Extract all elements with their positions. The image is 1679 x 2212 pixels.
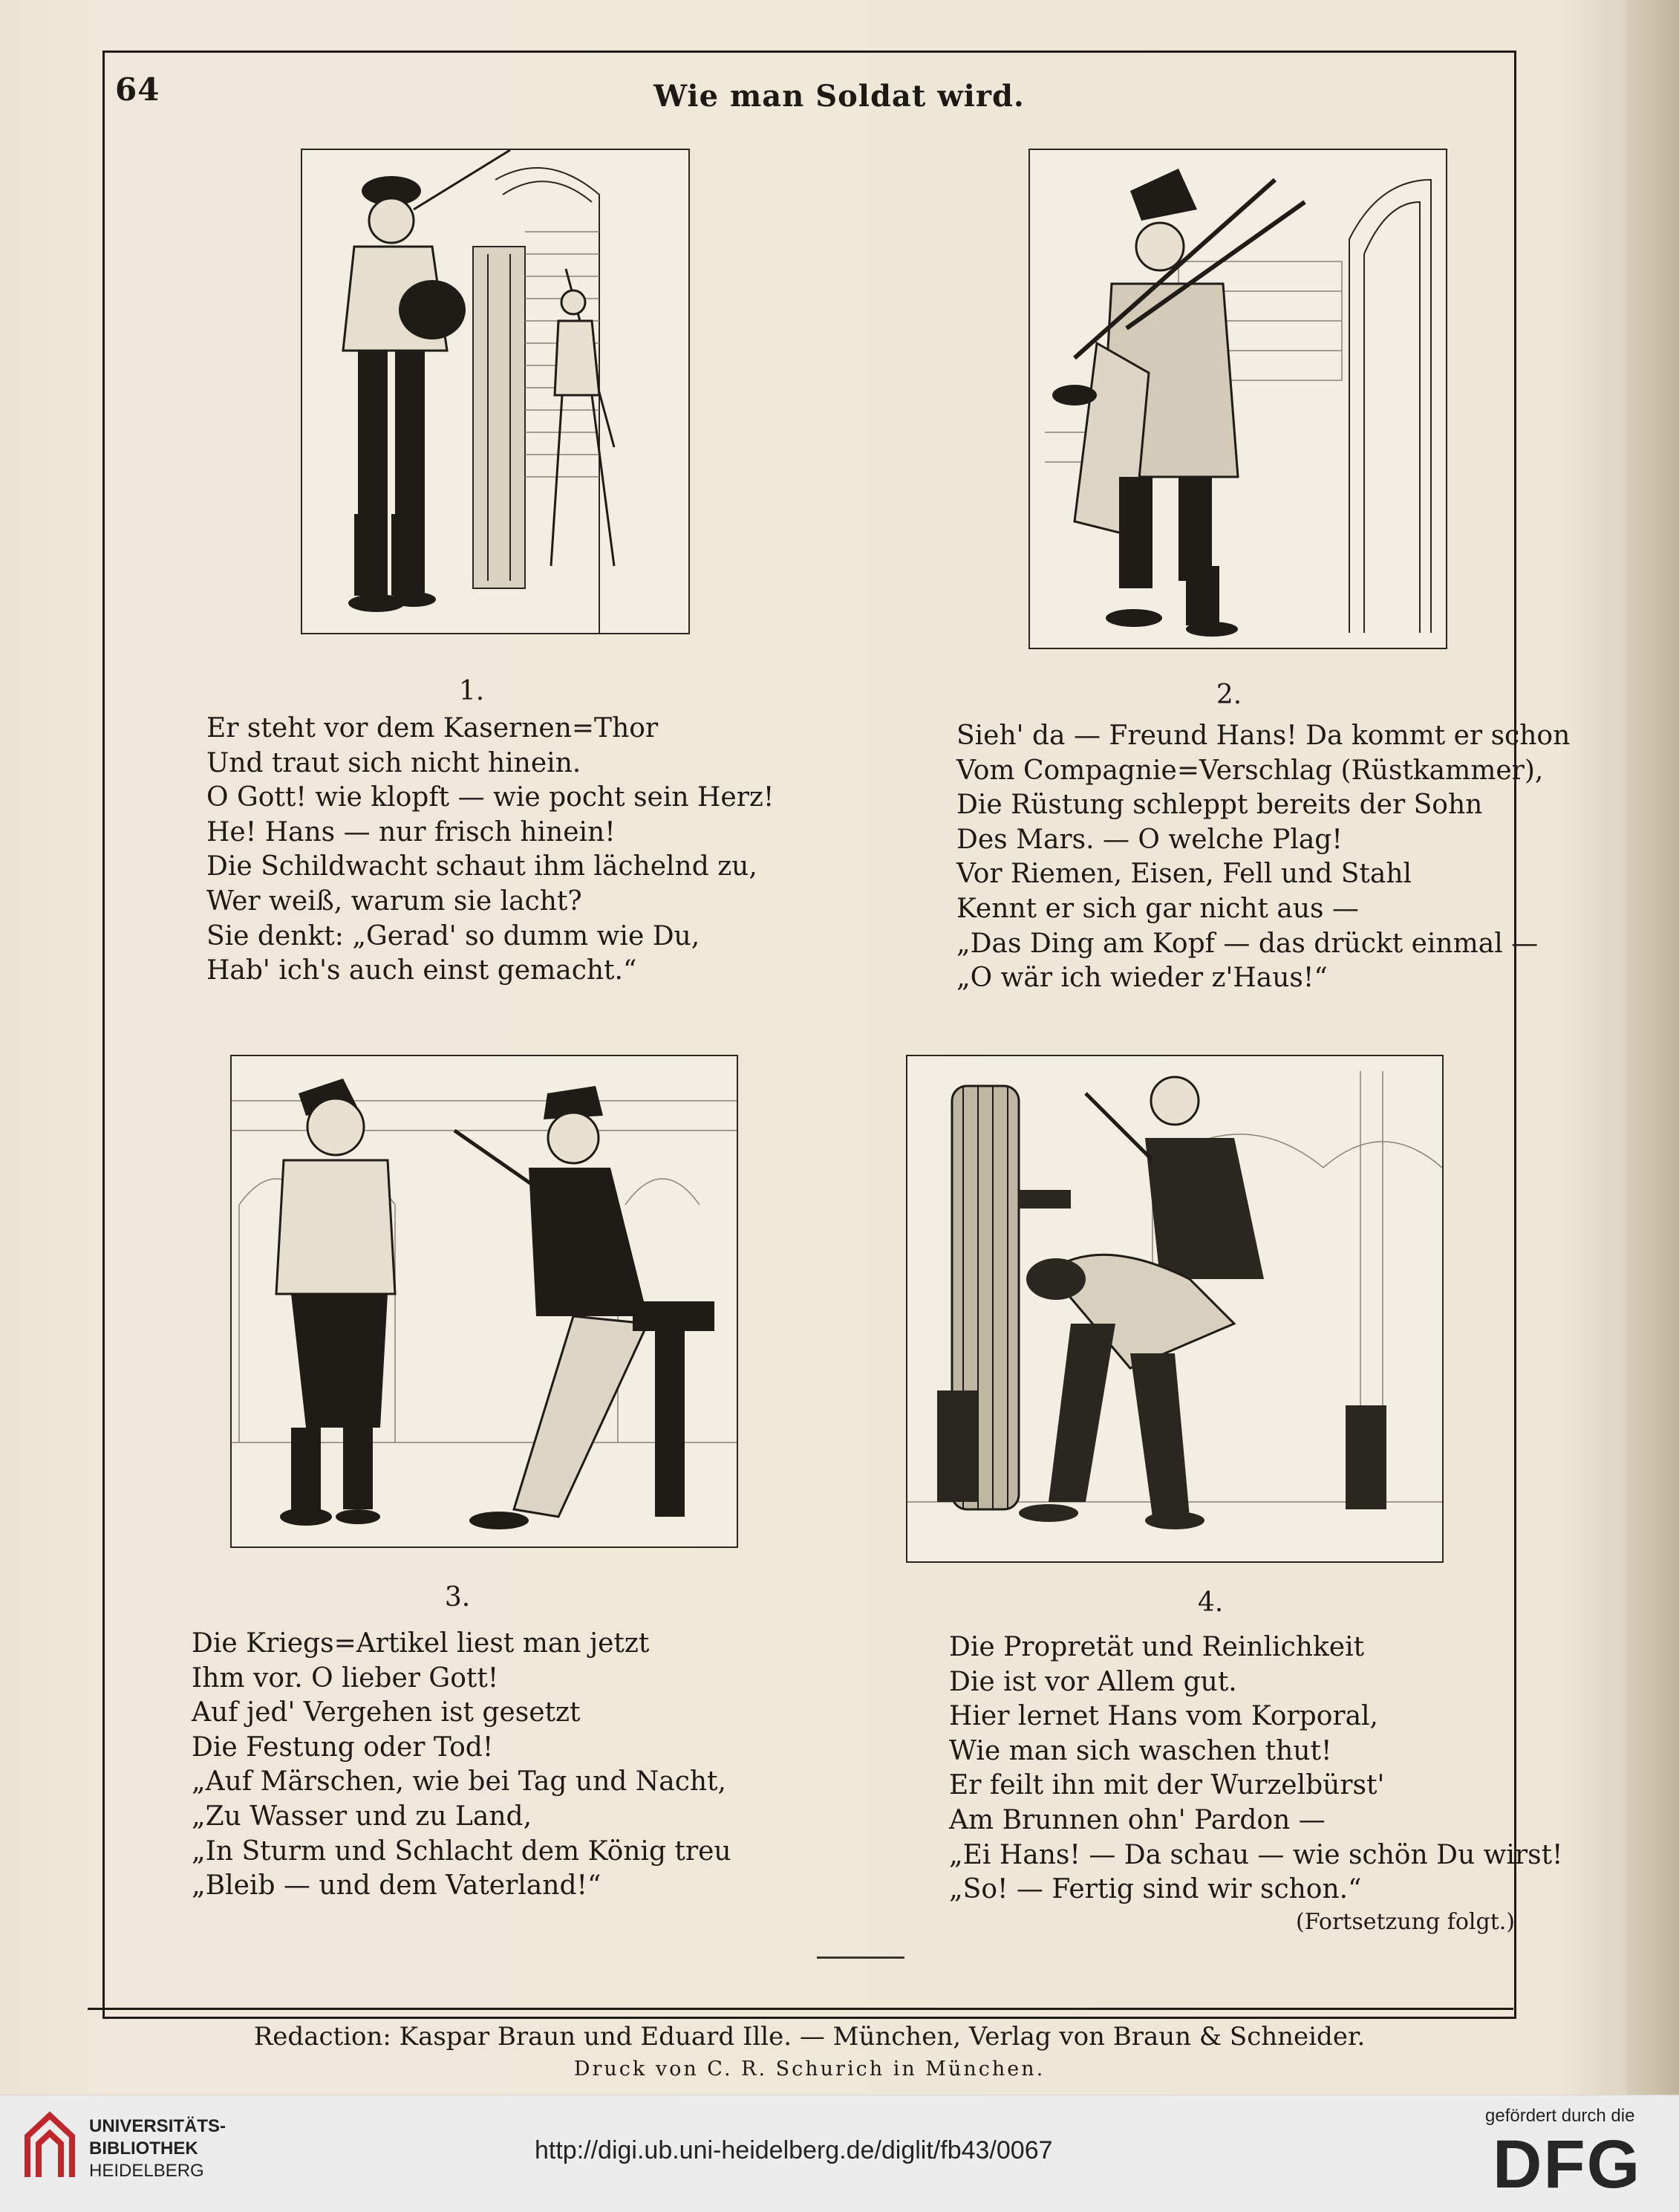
verse-line: „Zu Wasser und zu Land,	[192, 1800, 532, 1832]
verse-4	[949, 1630, 1563, 1907]
continuation-note: (Fortsetzung folgt.)	[1296, 1909, 1515, 1935]
verse-line: „O wär ich wieder z'Haus!“	[956, 963, 1328, 994]
verse-line: Wie man sich waschen thut!	[949, 1735, 1332, 1766]
verse-line: „Das Ding am Kopf — das drückt einmal —	[956, 928, 1539, 959]
verse-line: Vor Riemen, Eisen, Fell und Stahl	[956, 859, 1412, 890]
verse-line: Die Propretät und Reinlichkeit	[949, 1632, 1365, 1662]
panel-2-number: 2.	[1216, 680, 1242, 710]
recruit-at-gate-drawing	[302, 150, 688, 633]
illustration-2	[1028, 149, 1447, 649]
section-divider	[817, 1956, 904, 1959]
illustration-3	[230, 1055, 738, 1548]
panel-3-number: 3.	[444, 1582, 471, 1613]
imprint-rule	[88, 2008, 1513, 2010]
illustration-1	[301, 149, 690, 634]
panel-1-number: 1.	[458, 676, 485, 706]
scrubbing-at-well-drawing	[907, 1056, 1442, 1561]
verse-line: O Gott! wie klopft — wie pocht sein Herz!	[206, 782, 775, 813]
verse-line: „So! — Fertig sind wir schon.“	[949, 1874, 1362, 1905]
verse-line: Vom Compagnie=Verschlag (Rüstkammer),	[956, 755, 1544, 786]
recruit-carrying-gear-drawing	[1030, 150, 1446, 648]
verse-line: Die Festung oder Tod!	[192, 1731, 494, 1763]
verse-line: Ihm vor. O lieber Gott!	[192, 1662, 499, 1694]
verse-line: „In Sturm und Schlacht dem König treu	[192, 1835, 731, 1867]
funding-label: gefördert durch die	[1485, 2106, 1635, 2126]
verse-line: Auf jed' Vergehen ist gesetzt	[192, 1697, 581, 1728]
verse-line: „Bleib — und dem Vaterland!“	[192, 1870, 601, 1902]
verse-3	[192, 1627, 731, 1904]
permalink-url[interactable]: http://digi.ub.uni-heidelberg.de/diglit/fb43/0067	[535, 2136, 1053, 2164]
university-library-logo-icon	[16, 2107, 83, 2188]
verse-line: Die Kriegs=Artikel liest man jetzt	[192, 1628, 650, 1659]
verse-line: Sie denkt: „Gerad' so dumm wie Du,	[206, 920, 700, 952]
verse-line: Wer weiß, warum sie lacht?	[206, 885, 582, 917]
verse-line: Die Schildwacht schaut ihm lächelnd zu,	[206, 851, 757, 882]
verse-line: Die ist vor Allem gut.	[949, 1666, 1237, 1697]
verse-line: Und traut sich nicht hinein.	[206, 747, 581, 778]
verse-line: Sieh' da — Freund Hans! Da kommt er schon	[956, 720, 1571, 751]
institution-line: HEIDELBERG	[89, 2161, 204, 2181]
verse-2	[956, 719, 1570, 996]
page-title: Wie man Soldat wird.	[653, 79, 1025, 114]
verse-line: „Auf Märschen, wie bei Tag und Nacht,	[192, 1766, 726, 1798]
articles-of-war-drawing	[232, 1056, 737, 1546]
page-spine-shadow	[1627, 0, 1679, 2095]
verse-line: Am Brunnen ohn' Pardon —	[949, 1804, 1326, 1835]
verse-line: Des Mars. — O welche Plag!	[956, 824, 1343, 855]
verse-line: Hab' ich's auch einst gemacht.“	[206, 955, 637, 986]
verse-line: Kennt er sich gar nicht aus —	[956, 893, 1359, 924]
university-library-name	[89, 2115, 226, 2182]
panel-4-number: 4.	[1197, 1587, 1224, 1618]
institution-line: BIBLIOTHEK	[89, 2138, 198, 2159]
imprint	[104, 2020, 1515, 2086]
verse-line: Hier lernet Hans vom Korporal,	[949, 1701, 1379, 1732]
verse-line: Die Rüstung schleppt bereits der Sohn	[956, 790, 1483, 821]
dfg-logo: DFG	[1493, 2127, 1642, 2202]
verse-line: Er feilt ihn mit der Wurzelbürst'	[949, 1770, 1385, 1801]
verse-line: „Ei Hans! — Da schau — wie schön Du wirst!	[949, 1839, 1563, 1870]
imprint-printer: Druck von C. R. Schurich in München.	[573, 2058, 1046, 2081]
verse-1	[206, 712, 774, 989]
verse-line: Er steht vor dem Kasernen=Thor	[206, 713, 659, 744]
page-number: 64	[115, 71, 160, 108]
imprint-editors: Redaction: Kaspar Braun und Eduard Ille. — München, Verlag von Braun & Schneider.	[253, 2022, 1366, 2052]
institution-line: UNIVERSITÄTS-	[89, 2116, 226, 2136]
illustration-4	[906, 1055, 1444, 1563]
verse-line: He! Hans — nur frisch hinein!	[206, 816, 616, 848]
